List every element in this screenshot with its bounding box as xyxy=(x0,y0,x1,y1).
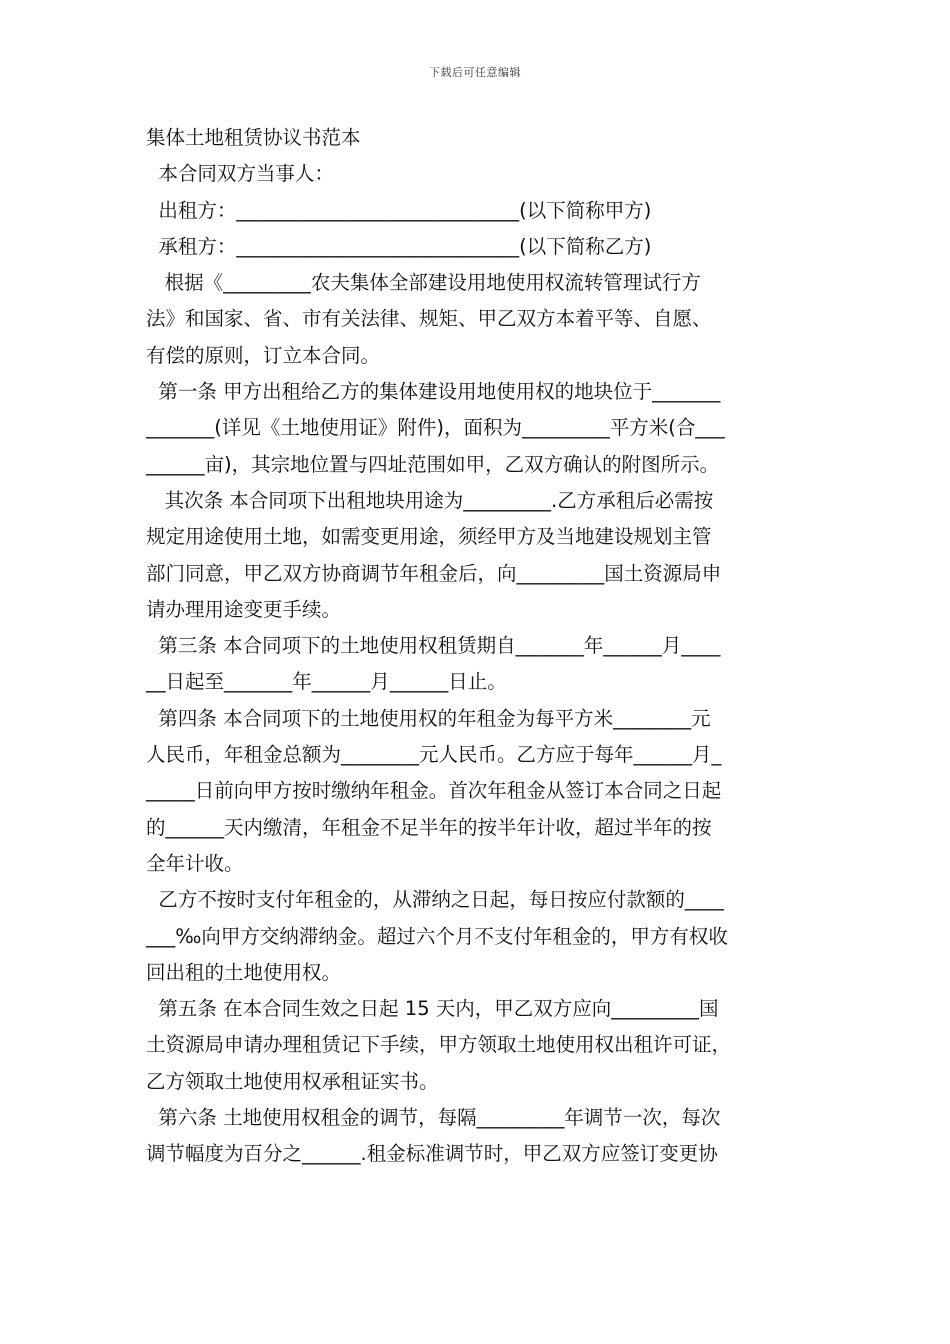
article-4-line: 第四条 本合同项下的土地使用权的年租金为每平方米________元 xyxy=(146,706,711,730)
document-title: 集体土地租赁协议书范本 xyxy=(146,126,361,149)
article-2-line: 请办理用途变更手续。 xyxy=(146,597,342,621)
article-6-line: 第六条 土地使用权租金的调节，每隔_________年调节一次，每次 xyxy=(146,1106,721,1130)
article-5-line: 土资源局申请办理租赁记下手续，甲方领取土地使用权出租许可证， xyxy=(146,1033,732,1057)
article-5-line: 第五条 在本合同生效之日起 15 天内，甲乙双方应向_________国 xyxy=(146,997,719,1021)
article-1-line: ______亩)，其宗地位置与四址范围如甲，乙双方确认的附图所示。 xyxy=(146,452,720,476)
article-4-line: 人民币，年租金总额为________元人民币。乙方应于每年______月_ xyxy=(146,743,722,767)
article-3-line: 第三条 本合同项下的土地使用权租赁期自_______年______月____ xyxy=(146,634,721,658)
article-1-line: _______(详见《土地使用证》附件)，面积为_________平方米(合___ xyxy=(146,416,725,440)
late-payment-line: ___‰向甲方交纳滞纳金。超过六个月不支付年租金的，甲方有权收 xyxy=(146,924,728,948)
article-2-line: 规定用途使用土地，如需变更用途，须经甲方及当地建设规划主管 xyxy=(146,525,712,549)
article-6-line: 调节幅度为百分之______.租金标准调节时，甲乙双方应签订变更协 xyxy=(146,1142,718,1166)
article-4-line: 的______天内缴清，年租金不足半年的按半年计收，超过半年的按 xyxy=(146,815,712,839)
paragraph-line: 根据《_________农夫集体全部建设用地使用权流转管理试行方 xyxy=(146,271,701,295)
page-header-note: 下载后可任意编辑 xyxy=(429,66,521,79)
paragraph-line: 本合同双方当事人： xyxy=(146,162,334,186)
late-payment-line: 乙方不按时支付年租金的，从滞纳之日起，每日按应付款额的____ xyxy=(146,888,724,912)
lessee-line: 承租方：_____________________________(以下简称乙方) xyxy=(146,234,652,258)
paragraph-line: 有偿的原则，订立本合同。 xyxy=(146,343,381,367)
article-3-line: __日起至_______年______月______日止。 xyxy=(146,670,507,694)
lessor-line: 出租方：_____________________________(以下简称甲方) xyxy=(146,198,652,222)
document-body xyxy=(146,120,810,1173)
article-4-line: 全年计收。 xyxy=(146,851,244,875)
article-1-line: 第一条 甲方出租给乙方的集体建设用地使用权的地块位于_______ xyxy=(146,380,721,404)
article-2-line: 其次条 本合同项下出租地块用途为_________.乙方承租后必需按 xyxy=(146,488,714,512)
article-5-line: 乙方领取土地使用权承租证实书。 xyxy=(146,1069,439,1093)
article-4-line: _____日前向甲方按时缴纳年租金。首次年租金从签订本合同之日起 xyxy=(146,779,722,803)
late-payment-line: 回出租的土地使用权。 xyxy=(146,960,342,984)
article-2-line: 部门同意，甲乙双方协商调节年租金后，向_________国土资源局申 xyxy=(146,561,722,585)
paragraph-line: 法》和国家、省、市有关法律、规矩、甲乙双方本着平等、自愿、 xyxy=(146,307,712,331)
